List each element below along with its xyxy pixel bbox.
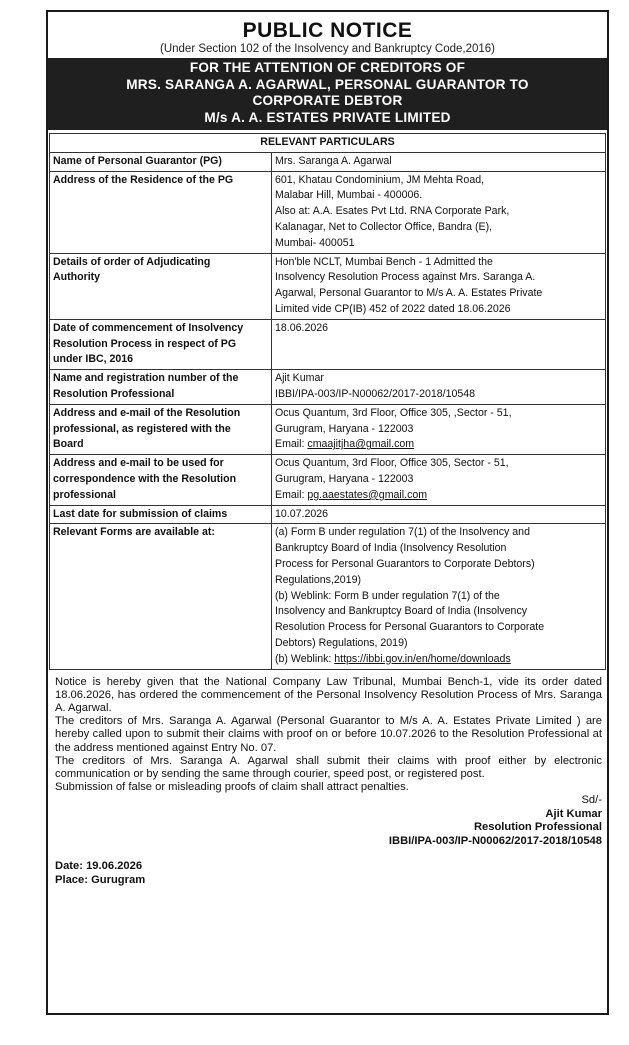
notice-subtitle: (Under Section 102 of the Insolvency and Bankruptcy Code,2016) [160, 43, 495, 55]
row-label-line: correspondence with the Resolution [53, 472, 237, 485]
row-label-line: Relevant Forms are available at: [53, 526, 215, 539]
row-value-line: Gurugram, Haryana - 122003 [275, 472, 414, 485]
notice-footer [48, 848, 607, 887]
table-row [50, 455, 606, 505]
row-value-line: Process for Personal Guarantors to Corporate Debtors) [275, 557, 535, 570]
email-link[interactable]: pg.aaestates@gmail.com [307, 488, 428, 501]
signature-block [48, 794, 607, 848]
email-line [275, 488, 602, 504]
table-row [50, 171, 606, 253]
row-value [272, 524, 606, 669]
row-value-line: Also at: A.A. Esates Pvt Ltd. RNA Corporate Park, [275, 205, 510, 218]
row-value-line: Agarwal, Personal Guarantor to M/s A. A. Estates Private [275, 287, 543, 300]
email-link[interactable]: cmaajitjha@gmail.com [307, 438, 415, 451]
table-row [50, 370, 606, 405]
row-value-line: Regulations,2019) [275, 573, 361, 586]
row-label [50, 404, 272, 454]
notice-title: PUBLIC NOTICE [242, 19, 413, 42]
banner-line: MRS. SARANGA A. AGARWAL, PERSONAL GUARANTOR TO [126, 76, 529, 92]
row-value [272, 319, 606, 369]
row-label-line: Address and e-mail to be used for [53, 457, 224, 470]
row-value-line: Limited vide CP(IB) 452 of 2022 dated 18.06.2026 [275, 302, 511, 315]
banner-line: CORPORATE DEBTOR [252, 93, 403, 108]
row-label-line: Name of Personal Guarantor (PG) [53, 154, 222, 167]
row-label-line: Address and e-mail of the Resolution [53, 406, 241, 419]
row-label-line: Last date for submission of claims [53, 507, 228, 520]
row-label-line: professional, as registered with the [53, 422, 231, 435]
row-value-line: Debtors) Regulations, 2019) [275, 636, 408, 649]
row-label-line: Resolution Process in respect of PG [53, 337, 237, 350]
email-line [275, 437, 602, 453]
row-value-line: 10.07.2026 [275, 507, 329, 520]
email-prefix: Email: [275, 488, 308, 501]
particulars-table [49, 133, 606, 670]
row-value [272, 171, 606, 253]
row-label [50, 455, 272, 505]
body-paragraph: The creditors of Mrs. Saranga A. Agarwal shall submit their claims with proof either by electronic communication or by sending the same through courier, speed post, or registered post. [55, 754, 602, 780]
row-label-line: under IBC, 2016 [53, 353, 134, 366]
body-paragraph: Notice is hereby given that the National Company Law Tribunal, Mumbai Bench-1, vide its order dated 18.06.2026, has ordered the commencement of the Personal Insolvency Resolution Process of Mrs. Saranga A. Agarwal. [55, 675, 602, 714]
row-value-line: Mumbai- 400051 [275, 236, 355, 249]
notice-place: Place: Gurugram [55, 873, 146, 886]
row-value-line: 601, Khatau Condominium, JM Mehta Road, [275, 173, 485, 186]
weblink-prefix: (b) Weblink: [275, 652, 335, 665]
banner-line: M/s A. A. ESTATES PRIVATE LIMITED [204, 109, 451, 125]
row-value [272, 455, 606, 505]
table-row [50, 319, 606, 369]
weblink-link[interactable]: https://ibbi.gov.in/en/home/downloads [334, 652, 511, 665]
table-row [50, 253, 606, 319]
table-row [50, 505, 606, 524]
row-value-line: (b) Weblink: Form B under regulation 7(1) of the [275, 589, 500, 602]
notice-date: Date: 19.06.2026 [55, 860, 143, 873]
row-value-line: Bankruptcy Board of India (Insolvency Resolution [275, 542, 507, 555]
row-value-line: 18.06.2026 [275, 321, 329, 334]
row-value-line: Mrs. Saranga A. Agarwal [275, 154, 392, 167]
table-heading: RELEVANT PARTICULARS [50, 134, 606, 153]
row-label-line: professional [53, 488, 116, 501]
weblink-line [275, 652, 602, 668]
table-row [50, 404, 606, 454]
table-row [50, 152, 606, 171]
signatory-registration: IBBI/IPA-003/IP-N00062/2017-2018/10548 [388, 834, 602, 847]
row-value-line: Ocus Quantum, 3rd Floor, Office 305, Sector - 51, [275, 457, 509, 470]
attention-banner [48, 58, 607, 130]
row-label [50, 253, 272, 319]
row-label-line: Address of the Residence of the PG [53, 173, 234, 186]
row-value-line: IBBI/IPA-003/IP-N00062/2017-2018/10548 [275, 387, 476, 400]
row-label [50, 370, 272, 405]
public-notice [46, 10, 609, 1015]
row-value-line: Ajit Kumar [275, 372, 324, 385]
row-value-line: Hon'ble NCLT, Mumbai Bench - 1 Admitted the [275, 255, 493, 268]
table-row [50, 524, 606, 669]
row-label [50, 524, 272, 669]
row-value-line: Insolvency and Bankruptcy Board of India (Insolvency [275, 605, 528, 618]
body-paragraph: The creditors of Mrs. Saranga A. Agarwal (Personal Guarantor to M/s A. A. Estates Private Limited ) are hereby called upon to submit their claims with proof on or before 10.07.2026 to the Resolution Professional at the address mentioned against Entry No. 07. [55, 715, 602, 754]
notice-body [48, 670, 607, 795]
row-label-line: Name and registration number of the [53, 372, 239, 385]
row-label-line: Board [53, 438, 84, 451]
row-value [272, 152, 606, 171]
row-value-line: Ocus Quantum, 3rd Floor, Office 305, ,Sector - 51, [275, 406, 512, 419]
email-prefix: Email: [275, 438, 308, 451]
row-label-line: Date of commencement of Insolvency [53, 321, 244, 334]
row-value [272, 370, 606, 405]
row-value-line: (a) Form B under regulation 7(1) of the Insolvency and [275, 526, 530, 539]
row-value-line: Resolution Process for Personal Guarantors to Corporate [275, 621, 545, 634]
body-paragraph: Submission of false or misleading proofs of claim shall attract penalties. [55, 781, 409, 794]
signatory-name: Ajit Kumar [545, 807, 602, 820]
banner-line: FOR THE ATTENTION OF CREDITORS OF [189, 60, 466, 75]
row-value-line: Malabar Hill, Mumbai - 400006. [275, 189, 423, 202]
row-value [272, 253, 606, 319]
row-label [50, 152, 272, 171]
row-value-line: Kalanagar, Net to Collector Office, Bandra (E), [275, 220, 493, 233]
row-label [50, 505, 272, 524]
signature-sd: Sd/- [581, 794, 602, 807]
row-label-line: Authority [53, 271, 101, 284]
row-label-line: Details of order of Adjudicating [53, 255, 211, 268]
row-label [50, 319, 272, 369]
row-value-line: Gurugram, Haryana - 122003 [275, 422, 414, 435]
row-label [50, 171, 272, 253]
row-label-line: Resolution Professional [53, 387, 175, 400]
row-value [272, 404, 606, 454]
row-value-line: Insolvency Resolution Process against Mrs. Saranga A. [275, 271, 536, 284]
row-value [272, 505, 606, 524]
signatory-designation: Resolution Professional [473, 821, 602, 834]
